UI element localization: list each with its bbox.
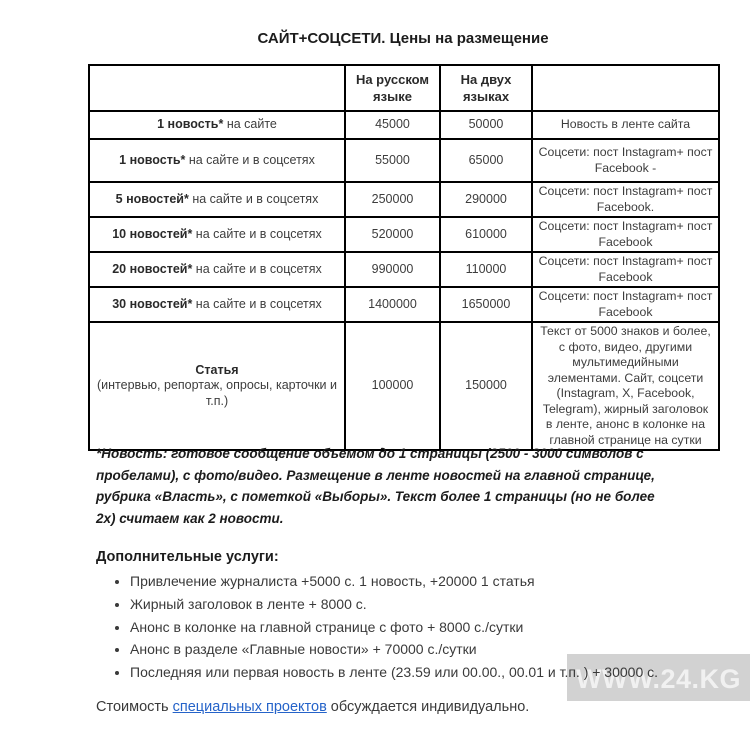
row-label-bold: 30 новостей* [112, 296, 193, 311]
row-label-bold: 10 новостей* [112, 226, 193, 241]
price-two-languages: 290000 [440, 182, 532, 217]
row-label [89, 217, 345, 252]
special-projects-note [96, 699, 529, 715]
pricing-table-container [88, 64, 720, 451]
special-projects-link[interactable]: специальных проектов [172, 699, 327, 715]
row-note: Соцсети: пост Instagram+ пост Facebook [532, 217, 719, 252]
row-label-bold: 20 новостей* [112, 261, 193, 276]
row-label [89, 287, 345, 322]
additional-services-list [96, 570, 716, 684]
footer-prefix: Стоимость [96, 699, 173, 715]
row-label [89, 182, 345, 217]
page-title: САЙТ+СОЦСЕТИ. Цены на размещение [257, 30, 549, 47]
row-note: Соцсети: пост Instagram+ пост Facebook - [532, 139, 719, 182]
additional-services-heading: Дополнительные услуги: [96, 549, 279, 565]
row-label-rest: на сайте и в соцсетях [192, 226, 322, 241]
price-two-languages: 610000 [440, 217, 532, 252]
row-note: Соцсети: пост Instagram+ пост Facebook. [532, 182, 719, 217]
price-russian: 1400000 [345, 287, 440, 322]
table-row [89, 217, 719, 252]
table-row [89, 322, 719, 450]
price-russian: 100000 [345, 322, 440, 450]
row-label [89, 111, 345, 139]
list-item: • Анонс в колонке на главной странице с фото + 8000 с./сутки [130, 616, 716, 639]
table-row [89, 252, 719, 287]
row-label [89, 139, 345, 182]
table-row [89, 111, 719, 139]
row-label-rest: на сайте и в соцсетях [185, 152, 315, 167]
row-label-bold: 1 новость* [157, 117, 224, 132]
price-two-languages: 1650000 [440, 287, 532, 322]
row-note: Текст от 5000 знаков и более, с фото, видео, другими мультимедийными элементами. Сайт, соцсети (Instagram, X, Facebook, Telegram), жирный заголовок в ленте, анонс в колонке на главной странице на сутки [532, 322, 719, 450]
watermark-text: WWW.24.KG [576, 664, 741, 694]
header-cell-russian: На русском языке [345, 65, 440, 111]
row-label-rest: на сайте и в соцсетях [188, 191, 319, 206]
header-cell-two-languages: На двух языках [440, 65, 532, 111]
row-label-rest: на сайте и в соцсетях [192, 261, 322, 276]
price-russian: 250000 [345, 182, 440, 217]
table-row [89, 287, 719, 322]
list-item: • Жирный заголовок в ленте + 8000 с. [130, 593, 716, 616]
price-two-languages: 110000 [440, 252, 532, 287]
row-note: Соцсети: пост Instagram+ пост Facebook [532, 252, 719, 287]
pricing-table [88, 64, 720, 451]
row-note: Новость в ленте сайта [532, 111, 719, 139]
header-cell-empty [89, 65, 345, 111]
row-label-rest: (интервью, репортаж, опросы, карточки и т.п.) [96, 378, 337, 408]
price-russian: 990000 [345, 252, 440, 287]
price-russian: 520000 [345, 217, 440, 252]
row-label-rest: на сайте [223, 117, 277, 132]
list-item: • Привлечение журналиста +5000 с. 1 новость, +20000 1 статья [130, 570, 716, 593]
row-label-bold: Статья [195, 362, 239, 377]
footer-suffix: обсуждается индивидуально. [326, 699, 530, 715]
price-two-languages: 150000 [440, 322, 532, 450]
row-label [89, 322, 345, 450]
row-note: Соцсети: пост Instagram+ пост Facebook [532, 287, 719, 322]
table-header-row [89, 65, 719, 111]
row-label-bold: 5 новостей* [115, 191, 189, 206]
price-two-languages: 50000 [440, 111, 532, 139]
price-two-languages: 65000 [440, 139, 532, 182]
news-definition-footnote: *Новость: готовое сообщение объемом до 1 страницы (2500 - 3000 символов с пробелами), с фото/видео. Размещение в ленте новостей на главной странице, рубрика «Власть», с пометкой «Выборы». Текст более 1 страницы (но не более 2х) считаем как 2 новости. [96, 446, 655, 526]
list-item: • Последняя или первая новость в ленте (23.59 или 00.00., 00.01 и т.п. ) + 30000 с. [130, 661, 716, 684]
price-russian: 45000 [345, 111, 440, 139]
table-row [89, 139, 719, 182]
row-label-bold: 1 новость* [119, 152, 186, 167]
table-row [89, 182, 719, 217]
header-cell-empty [532, 65, 719, 111]
row-label-rest: на сайте и в соцсетях [192, 296, 322, 311]
row-label [89, 252, 345, 287]
list-item: • Анонс в разделе «Главные новости» + 70000 с./сутки [130, 638, 716, 661]
price-russian: 55000 [345, 139, 440, 182]
